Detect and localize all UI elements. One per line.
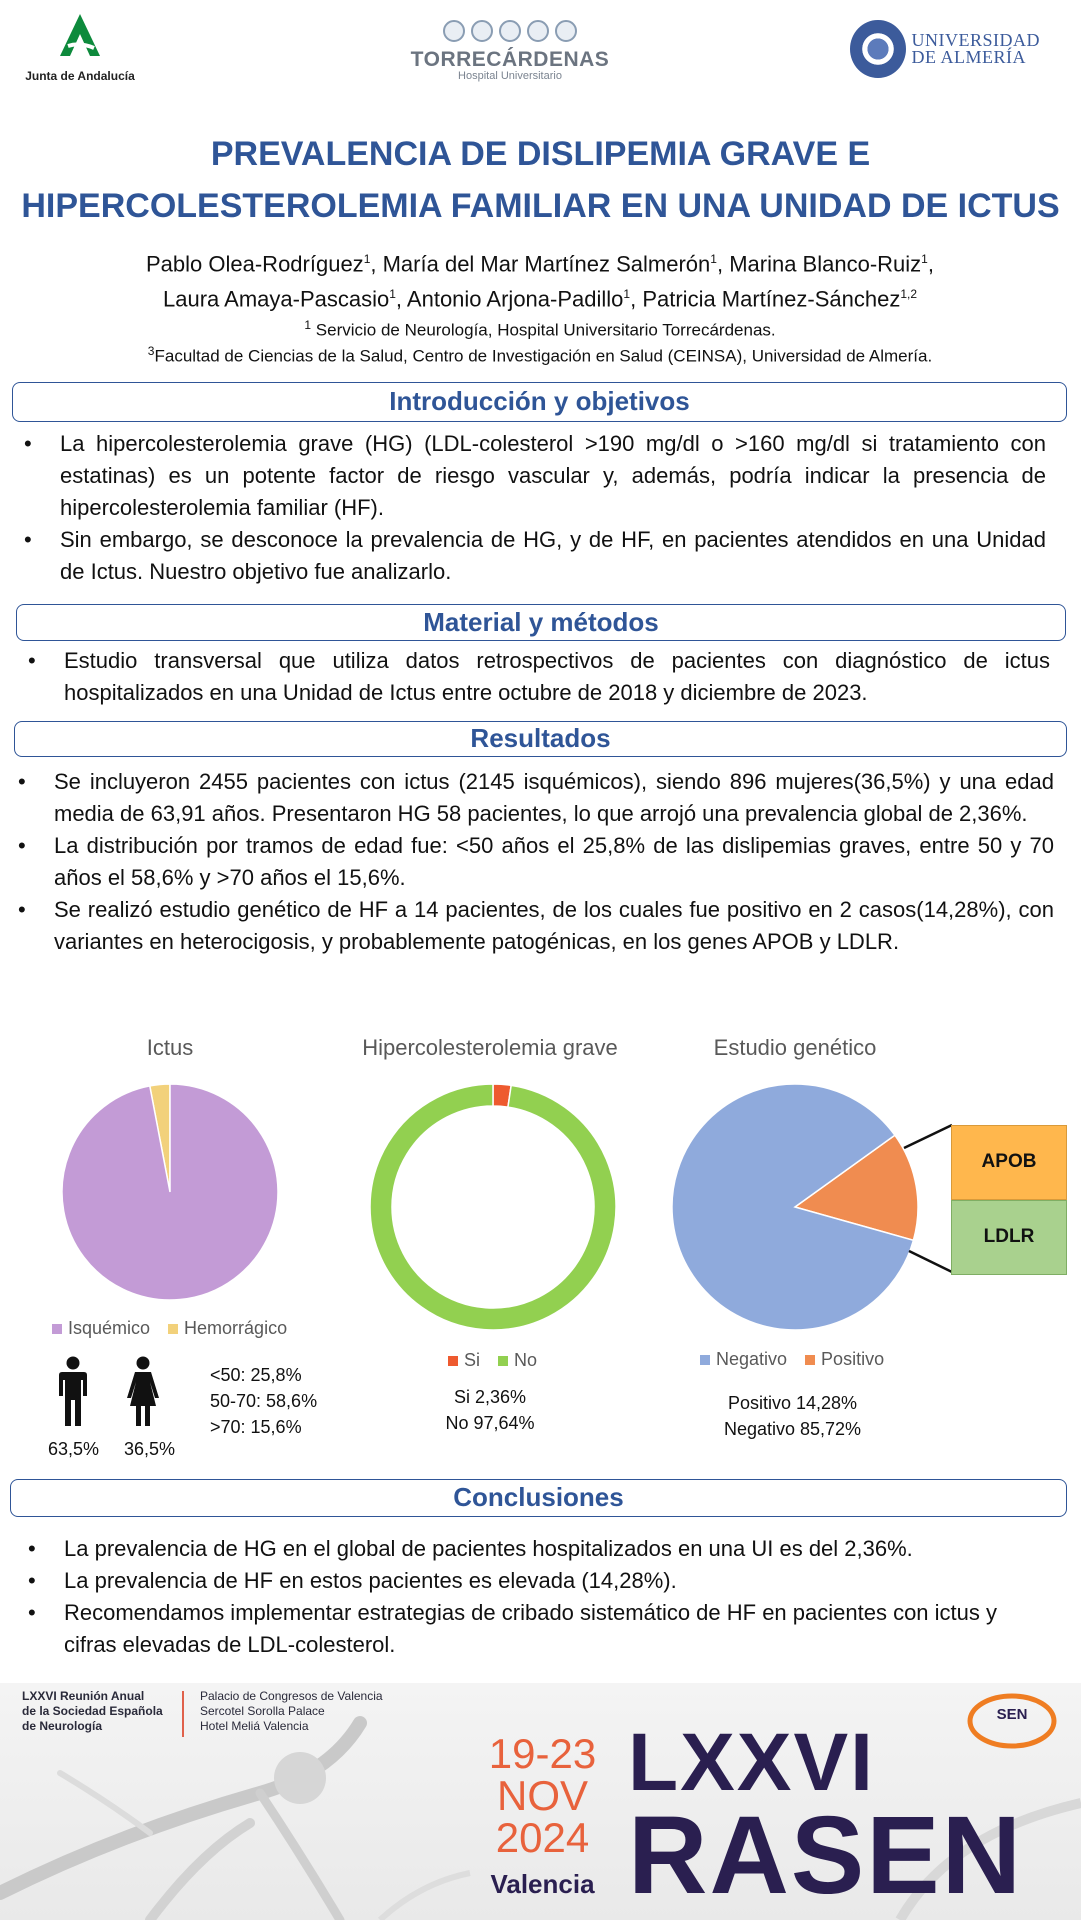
hg-stats: Si 2,36% No 97,64% <box>445 1387 535 1433</box>
junta-andalucia-logo <box>20 12 140 84</box>
chart-title-genetic: Estudio genético <box>713 1035 877 1060</box>
legend-item: No <box>498 1350 537 1371</box>
junta-label: Junta de Andalucía <box>25 69 135 83</box>
affiliation-2: $^3$Facultad de Ciencias de la Salud, Centro de Investigación en Salud (CEINSA), Universidad de Almería. <box>147 344 933 366</box>
footer-divider <box>182 1691 184 1737</box>
section-heading-results: Resultados <box>14 721 1067 757</box>
event-city: Valencia <box>490 1869 595 1899</box>
junta-mark-icon <box>50 12 110 58</box>
sen-logo <box>965 1689 1060 1749</box>
ldlr-box: LDLR <box>951 1200 1067 1275</box>
hospital-icon <box>471 20 493 42</box>
list-item: • La distribución por tramos de edad fue: <50 años el 25,8% de las dislipemias graves, entre 50 y 70 años el 58,6% y >70 años el 15,6%. <box>18 830 1054 894</box>
list-item: • La prevalencia de HG en el global de pacientes hospitalizados en una UI es del 2,36%. <box>28 1533 1048 1565</box>
women-percentage: 36,5% <box>124 1439 176 1459</box>
man-icon <box>56 1356 90 1428</box>
genetic-legend <box>700 1349 884 1370</box>
chart-title-hg: Hipercolesterolemia grave <box>362 1035 618 1060</box>
section-heading-intro: Introducción y objetivos <box>12 382 1067 422</box>
hospital-subtitle: Hospital Universitario <box>458 70 562 82</box>
age-distribution: <50: 25,8% 50-70: 58,6% >70: 15,6% <box>210 1365 318 1437</box>
hg-legend <box>448 1350 537 1371</box>
list-item: • Recomendamos implementar estrategias de cribado sistemático de HF en pacientes con ictus y cifras elevadas de LDL-colesterol. <box>28 1597 1048 1661</box>
title-line2: HIPERCOLESTEROLEMIA FAMILIAR EN UNA UNIDAD DE ICTUS <box>21 187 1060 225</box>
intro-bullets <box>24 428 1046 588</box>
legend-item: Negativo <box>700 1349 787 1370</box>
authors: Pablo Olea-Rodríguez$^1$, María del Mar Martínez Salmerón$^1$, Marina Blanco-Ruiz$^1$, Laura Amaya-Pascasio$^1$, Antonio Arjona-Padillo$^1$, Patricia Martínez-Sánchez$^{1,2}$ <box>146 251 934 312</box>
university-line1: UNIVERSIDAD <box>911 30 1040 50</box>
legend-item: Hemorrágico <box>168 1318 287 1339</box>
list-item: • Se realizó estudio genético de HF a 14 pacientes, de los cuales fue positivo en 2 casos(14,28%), con variantes en heterocigosis, y probablemente patogénicas, en los genes APOB y LDLR. <box>18 894 1054 958</box>
list-item: • Estudio transversal que utiliza datos retrospectivos de pacientes con diagnóstico de ictus hospitalizados en una Unidad de Ictus entre octubre de 2018 y diciembre de 2023. <box>28 645 1050 709</box>
woman-icon <box>126 1356 160 1428</box>
ictus-legend <box>52 1318 287 1339</box>
poster-title <box>0 128 1081 232</box>
list-item: • La prevalencia de HF en estos pacientes es elevada (14,28%). <box>28 1565 1048 1597</box>
meeting-name: LXXVI Reunión Anual de la Sociedad Española de Neurología <box>22 1689 163 1733</box>
section-heading-methods: Material y métodos <box>16 604 1066 641</box>
hospital-name: TORRECÁRDENAS <box>410 48 610 71</box>
genetic-stats: Positivo 14,28% Negativo 85,72% <box>723 1393 862 1439</box>
hg-donut-chart <box>368 1082 618 1332</box>
author: Laura Amaya-Pascasio <box>162 286 390 312</box>
brand-rasen: RASEN <box>628 1794 1024 1917</box>
conclusions-bullets <box>28 1533 1048 1661</box>
list-item: • Sin embargo, se desconoce la prevalencia de HG, y de HF, en pacientes atendidos en una Unidad de Ictus. Nuestro objetivo fue analizarlo. <box>24 524 1046 588</box>
author: María del Mar Martínez Salmerón <box>382 251 711 277</box>
hospital-icons <box>410 20 610 42</box>
results-bullets <box>18 766 1054 958</box>
author: Antonio Arjona-Padillo <box>406 286 624 312</box>
hospital-icon <box>527 20 549 42</box>
author: Pablo Olea-Rodríguez <box>146 251 364 277</box>
list-item: • La hipercolesterolemia grave (HG) (LDL-colesterol >190 mg/dl o >160 mg/dl si tratamiento con estatinas) es un potente factor de riesgo vascular y, además, podría indicar la presencia de hipercolesterolemia familiar (HF). <box>24 428 1046 524</box>
author: Patricia Martínez-Sánchez <box>642 286 901 312</box>
venue-list: Palacio de Congresos de Valencia Sercotel Sorolla Palace Hotel Meliá Valencia <box>200 1689 383 1733</box>
section-heading-conclusions: Conclusiones <box>10 1479 1067 1517</box>
legend-item: Si <box>448 1350 480 1371</box>
affiliation-1: $^1$ Servicio de Neurología, Hospital Universitario Torrecárdenas. <box>304 318 776 340</box>
event-dates: 19-23 NOV 2024 <box>488 1730 597 1861</box>
hospital-icon <box>555 20 577 42</box>
author: Marina Blanco-Ruiz <box>729 251 922 277</box>
legend-item: Isquémico <box>52 1318 150 1339</box>
congress-banner <box>0 1683 1081 1920</box>
apob-box: APOB <box>951 1125 1067 1200</box>
legend-item: Positivo <box>805 1349 884 1370</box>
list-item: • Se incluyeron 2455 pacientes con ictus (2145 isquémicos), siendo 896 mujeres(36,5%) y una edad media de 63,91 años. Presentaron HG 58 pacientes, lo que arrojó una prevalencia global de 2,36%. <box>18 766 1054 830</box>
pie-slice-no <box>370 1084 616 1330</box>
ictus-pie-chart <box>60 1082 280 1302</box>
title-line1: PREVALENCIA DE DISLIPEMIA GRAVE E <box>210 135 871 173</box>
men-percentage: 63,5% <box>48 1439 100 1459</box>
svg-text:SEN: SEN <box>996 1706 1028 1723</box>
university-line2: DE ALMERÍA <box>911 47 1026 67</box>
methods-bullets <box>28 645 1050 709</box>
genetic-pie-chart <box>670 1082 920 1332</box>
torrecardenas-logo <box>410 20 610 85</box>
chart-title-ictus: Ictus <box>146 1035 194 1060</box>
brand-lxxvi: LXXVI <box>628 1717 875 1808</box>
hospital-icon <box>443 20 465 42</box>
university-seal-icon <box>850 20 906 78</box>
universidad-almeria-logo <box>850 18 1040 80</box>
pie-slice-isqu-mico <box>62 1084 278 1300</box>
hospital-icon <box>499 20 521 42</box>
